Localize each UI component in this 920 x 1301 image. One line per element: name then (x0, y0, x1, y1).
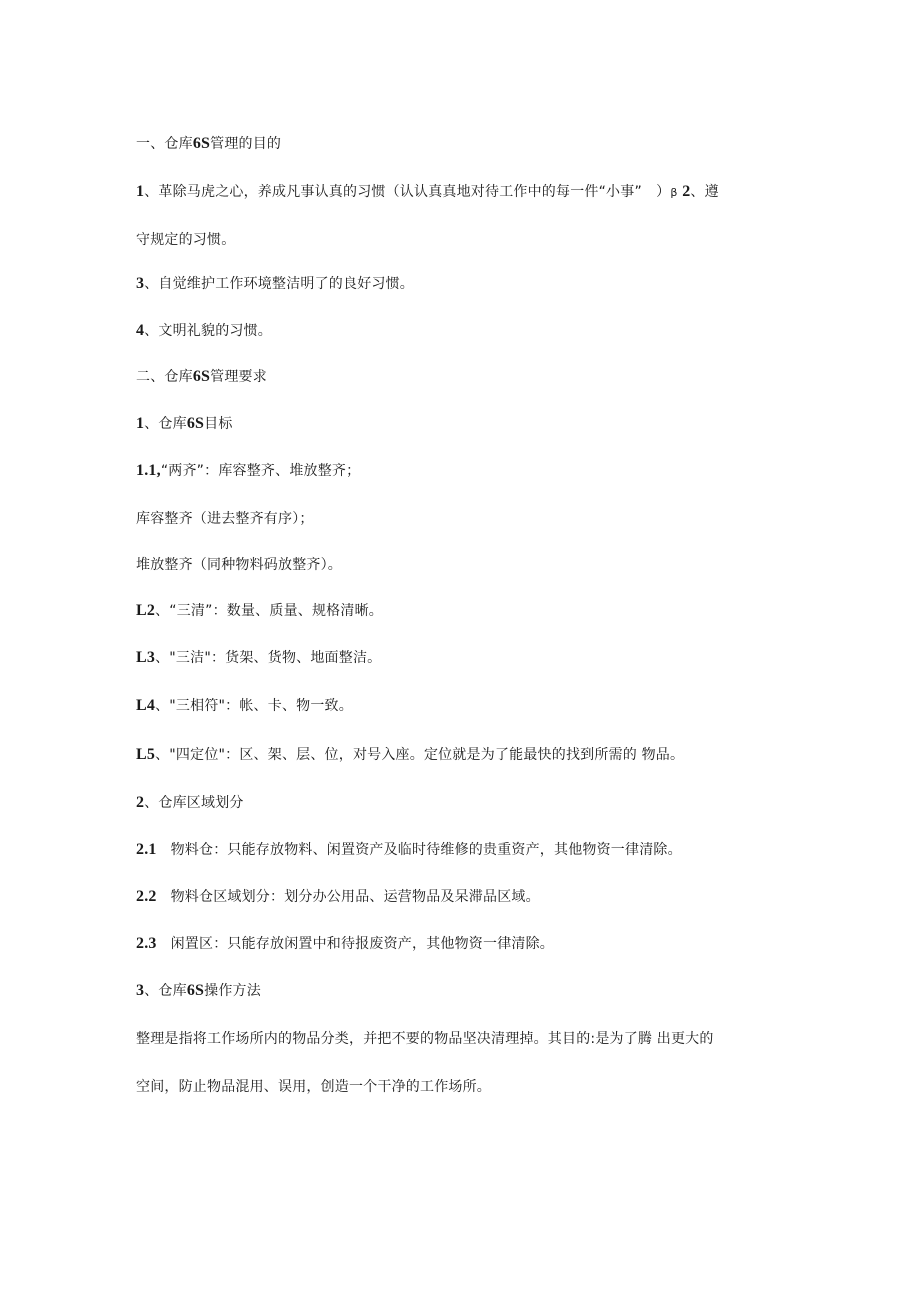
subsection-2-1-heading (136, 415, 233, 433)
item-text: 守规定的习惯。 (136, 232, 236, 248)
purpose-item-1-continued (136, 231, 235, 249)
item-text: 、革除马虎之心，养成凡事认真的习惯（认认真真地对待工作中的每一件“小事” ） (144, 184, 671, 200)
area-item-2-1 (136, 841, 682, 859)
goal-item-1-1-a (136, 510, 314, 528)
heading-6s: 6S (186, 982, 205, 999)
purpose-item-1 (136, 183, 719, 202)
item-number: 1 (136, 183, 145, 200)
heading-6s: 6S (192, 368, 211, 385)
item-number: L2 (136, 602, 156, 619)
heading-6s: 6S (192, 135, 211, 152)
area-item-2-3 (136, 935, 554, 953)
item-number: 3 (136, 982, 145, 999)
item-text: 、自觉维护工作环境整洁明了的良好习惯。 (144, 276, 415, 292)
goal-item-l4 (136, 697, 353, 715)
item-text: 、文明礼貌的习惯。 (144, 323, 273, 339)
heading-suffix: 管理的目的 (210, 136, 282, 152)
item-text: 、“三清”：数量、质量、规格清晰。 (155, 603, 383, 619)
item-number: 2 (136, 794, 145, 811)
heading-suffix: 管理要求 (210, 369, 267, 385)
item-text: 、"三相符"：帐、卡、物一致。 (155, 698, 353, 714)
item-number: 3 (136, 275, 145, 292)
area-item-2-2 (136, 888, 540, 906)
item-number: 2.2 (136, 888, 157, 905)
goal-item-l3 (136, 649, 381, 667)
goal-item-l2 (136, 602, 383, 620)
item-text: 、"四定位"：区、架、层、位，对号入座。定位就是为了能最快的找到所需的 物品。 (155, 747, 685, 763)
section-1-heading (136, 135, 281, 153)
heading-suffix: 目标 (204, 416, 233, 432)
heading-prefix: 一、仓库 (136, 136, 193, 152)
section-2-heading (136, 368, 267, 386)
method-paragraph-line-2 (136, 1078, 491, 1096)
goal-item-1-1-b (136, 556, 342, 574)
paragraph-text: 空间，防止物品混用、误用，创造一个干净的工作场所。 (136, 1079, 491, 1095)
heading-suffix: 操作方法 (204, 983, 261, 999)
item-text: 、仓库区域划分 (144, 795, 244, 811)
goal-item-1-1 (136, 462, 360, 480)
item-number: L5 (136, 746, 156, 763)
item-text: 物料仓：只能存放物料、闲置资产及临时待维修的贵重资产，其他物资一律清除。 (170, 842, 682, 858)
paragraph-text: 整理是指将工作场所内的物品分类，并把不要的物品坚决清理掉。其目的:是为了腾 出更大的 (136, 1031, 714, 1047)
item-number: L4 (136, 697, 156, 714)
goal-item-l5 (136, 746, 684, 764)
heading-prefix: 、仓库 (144, 416, 187, 432)
method-paragraph-line-1 (136, 1030, 714, 1048)
item-text: 、"三洁"：货架、货物、地面整洁。 (155, 650, 382, 666)
item-number: 2.1 (136, 841, 157, 858)
subsection-2-3-heading (136, 982, 261, 1000)
item-number: 2.3 (136, 935, 157, 952)
heading-6s: 6S (186, 415, 205, 432)
item-number: 4 (136, 322, 145, 339)
item-number: L3 (136, 649, 156, 666)
stray-mark: β (670, 186, 678, 199)
item-text: 库容整齐（进去整齐有序）； (136, 511, 314, 527)
item-text: “两齐”：库容整齐、堆放整齐； (160, 463, 361, 479)
item-number-2: 2 (682, 183, 691, 200)
purpose-item-4 (136, 322, 272, 340)
purpose-item-3 (136, 275, 414, 293)
item-text-2: 、遵 (690, 184, 719, 200)
item-number: 1.1, (136, 462, 161, 479)
item-text: 堆放整齐（同种物料码放整齐）。 (136, 557, 342, 573)
item-number: 1 (136, 415, 145, 432)
item-text: 物料仓区域划分：划分办公用品、运营物品及呆滞品区域。 (170, 889, 540, 905)
item-text: 闲置区：只能存放闲置中和待报废资产，其他物资一律清除。 (170, 936, 555, 952)
heading-prefix: 、仓库 (144, 983, 187, 999)
subsection-2-2-heading (136, 794, 244, 812)
heading-prefix: 二、仓库 (136, 369, 193, 385)
